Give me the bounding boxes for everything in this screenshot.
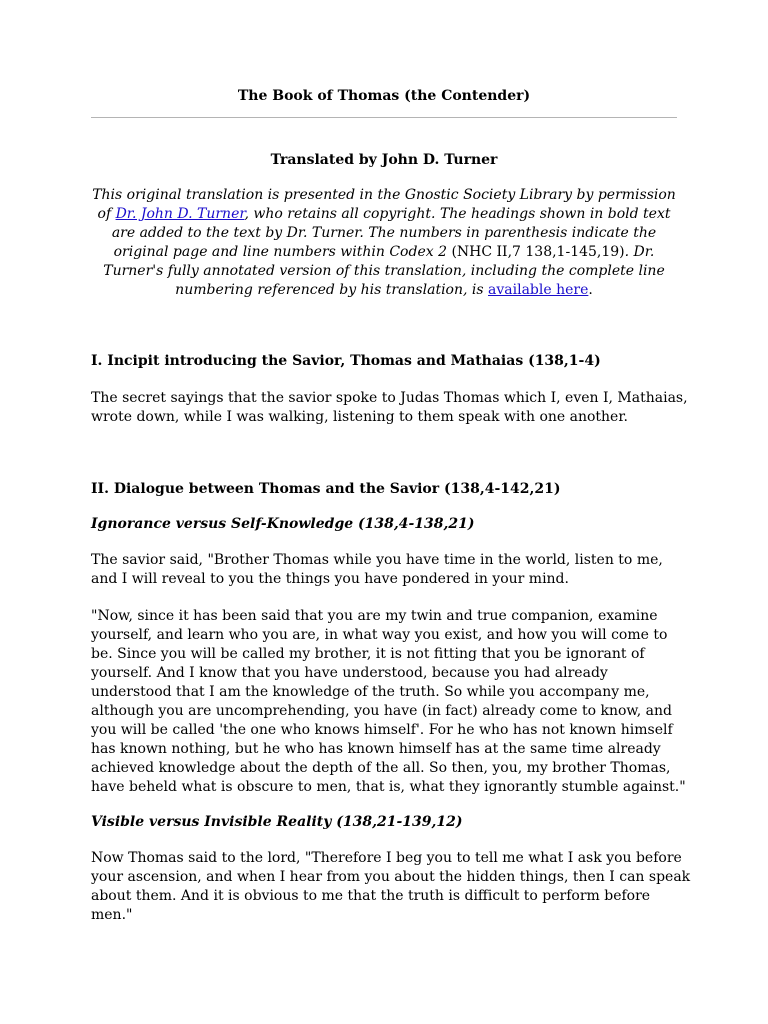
document-title: The Book of Thomas (the Contender) xyxy=(237,88,531,104)
paragraph-line: your ascension, and when I hear from you about the hidden things, then I can speak xyxy=(91,869,691,885)
section-paragraph xyxy=(91,389,691,427)
intro-line xyxy=(91,281,677,300)
section-paragraph xyxy=(91,849,691,925)
intro-text: original page and line numbers within Codex 2 xyxy=(113,244,452,260)
intro-line xyxy=(91,243,677,262)
section-heading: II. Dialogue between Thomas and the Savior (138,4-142,21) xyxy=(91,481,561,497)
intro-text: of xyxy=(97,206,116,222)
horizontal-divider xyxy=(91,117,677,118)
section-heading: I. Incipit introducing the Savior, Thomas and Mathaias (138,1-4) xyxy=(91,353,601,369)
intro-line: This original translation is presented in the Gnostic Society Library by permission xyxy=(92,187,676,203)
available-here-link[interactable]: available here xyxy=(488,282,589,298)
intro-text: . Dr. xyxy=(624,244,655,260)
section-paragraph xyxy=(91,551,691,589)
intro-text: . xyxy=(588,282,593,298)
subsection-heading: Visible versus Invisible Reality (138,21-139,12) xyxy=(91,814,463,830)
paragraph-line: about them. And it is obvious to me that the truth is difficult to perform before xyxy=(91,888,651,904)
turner-link[interactable]: Dr. John D. Turner xyxy=(115,206,245,222)
translator-credit: Translated by John D. Turner xyxy=(270,152,498,168)
intro-line xyxy=(91,205,677,224)
paragraph-line: The savior said, "Brother Thomas while you have time in the world, listen to me, xyxy=(91,552,663,568)
intro-note xyxy=(91,186,677,300)
subsection-heading: Ignorance versus Self-Knowledge (138,4-138,21) xyxy=(91,516,475,532)
paragraph-line: The secret sayings that the savior spoke to Judas Thomas which I, even I, Mathaias, xyxy=(91,390,688,406)
section-paragraph xyxy=(91,607,691,797)
paragraph-line: have beheld what is obscure to men, that is, what they ignorantly stumble against." xyxy=(91,779,686,795)
paragraph-line: be. Since you will be called my brother, it is not fitting that you be ignorant of xyxy=(91,646,645,662)
intro-text: , who retains all copyright. The headings shown in bold text xyxy=(244,206,671,222)
paragraph-line: "Now, since it has been said that you are my twin and true companion, examine xyxy=(91,608,658,624)
paragraph-line: wrote down, while I was walking, listening to them speak with one another. xyxy=(91,409,628,425)
paragraph-line: achieved knowledge about the depth of the all. So then, you, my brother Thomas, xyxy=(91,760,671,776)
paragraph-line: understood that I am the knowledge of the truth. So while you accompany me, xyxy=(91,684,650,700)
intro-text: numbering referenced by his translation, is xyxy=(175,282,489,298)
codex-reference: (NHC II,7 138,1-145,19) xyxy=(451,244,625,260)
paragraph-line: yourself. And I know that you have understood, because you had already xyxy=(91,665,608,681)
intro-line: are added to the text by Dr. Turner. The numbers in parenthesis indicate the xyxy=(111,225,657,241)
paragraph-line: and I will reveal to you the things you have pondered in your mind. xyxy=(91,571,569,587)
paragraph-line: has known nothing, but he who has known himself has at the same time already xyxy=(91,741,661,757)
paragraph-line: although you are uncomprehending, you have (in fact) already come to know, and xyxy=(91,703,672,719)
paragraph-line: yourself, and learn who you are, in what way you exist, and how you will come to xyxy=(91,627,668,643)
intro-line: Turner's fully annotated version of this translation, including the complete line xyxy=(103,263,665,279)
paragraph-line: you will be called 'the one who knows himself'. For he who has not known himself xyxy=(91,722,673,738)
paragraph-line: Now Thomas said to the lord, "Therefore I beg you to tell me what I ask you before xyxy=(91,850,682,866)
paragraph-line: men." xyxy=(91,907,133,923)
